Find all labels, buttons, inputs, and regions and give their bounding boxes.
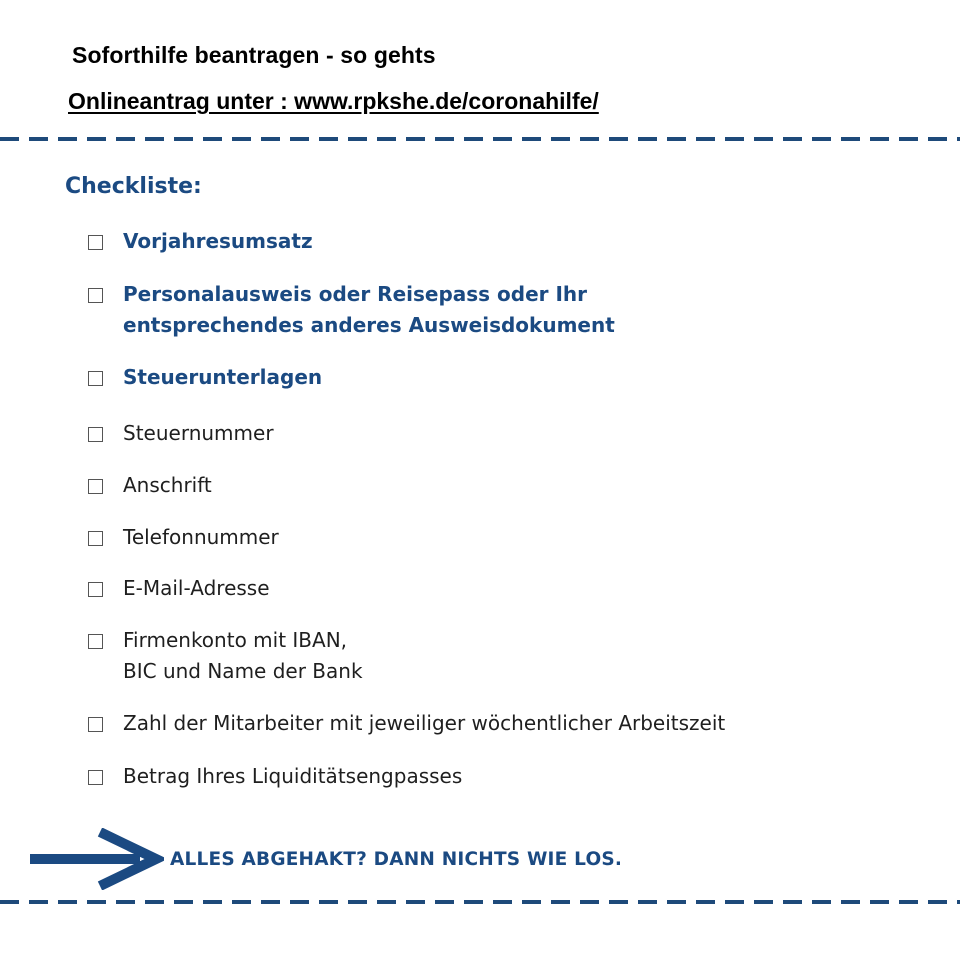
checklist-item-steuerunterlagen[interactable] [88, 367, 322, 393]
checklist-item-label: Telefonnummer [123, 525, 279, 549]
checklist-item-telefonnummer[interactable] [88, 527, 279, 553]
checkbox[interactable] [88, 371, 103, 386]
checklist-item-label: Betrag Ihres Liquiditätsengpasses [123, 764, 463, 788]
online-application-link[interactable]: Onlineantrag unter : www.rpkshe.de/coronahilfe/ [68, 88, 599, 114]
checkbox[interactable] [88, 770, 103, 785]
checklist-item-liquiditaet[interactable] [88, 766, 462, 792]
checklist-item-label: E-Mail-Adresse [123, 576, 270, 600]
checklist-item-label: Personalausweis oder Reisepass oder Ihr entsprechendes anderes Ausweisdokument [123, 282, 615, 337]
dashed-divider-top [0, 137, 960, 141]
checkbox[interactable] [88, 288, 103, 303]
page-title: Soforthilfe beantragen - so gehts [72, 42, 436, 68]
checklist-item-label: Steuerunterlagen [123, 365, 323, 389]
checklist-item-ausweis[interactable] [88, 284, 615, 341]
checklist-item-anschrift[interactable] [88, 475, 212, 501]
checkbox[interactable] [88, 427, 103, 442]
checkbox[interactable] [88, 582, 103, 597]
checklist-title: Checkliste: [65, 174, 202, 199]
checklist-item-label: Zahl der Mitarbeiter mit jeweiliger wöchentlicher Arbeitszeit [123, 711, 726, 735]
checklist-item-label: Steuernummer [123, 421, 274, 445]
checklist-item-label: Vorjahresumsatz [123, 229, 313, 253]
dashed-divider-bottom [0, 900, 960, 904]
arrow-right-icon [28, 828, 164, 890]
cta-text: ALLES ABGEHAKT? DANN NICHTS WIE LOS. [170, 848, 623, 870]
checkbox[interactable] [88, 235, 103, 250]
checkbox[interactable] [88, 479, 103, 494]
checklist-item-firmenkonto[interactable] [88, 630, 363, 687]
checklist-item-vorjahresumsatz[interactable] [88, 231, 313, 257]
checklist-item-mitarbeiter[interactable] [88, 713, 725, 739]
checklist-item-label: Firmenkonto mit IBAN, BIC und Name der Bank [123, 628, 363, 683]
checklist-item-label: Anschrift [123, 473, 212, 497]
checklist-item-email[interactable] [88, 578, 270, 604]
checkbox[interactable] [88, 634, 103, 649]
checklist-item-steuernummer[interactable] [88, 423, 274, 449]
call-to-action [28, 828, 622, 890]
checkbox[interactable] [88, 717, 103, 732]
checkbox[interactable] [88, 531, 103, 546]
